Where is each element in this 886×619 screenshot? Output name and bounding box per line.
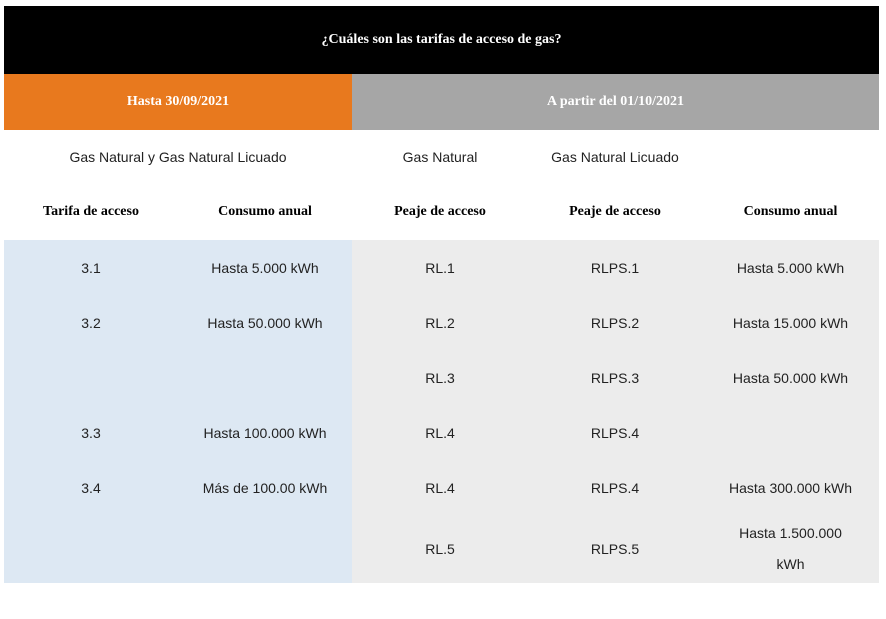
cell-peaje-gnl: RLPS.5: [528, 515, 702, 583]
cell-consumo-new: Hasta 1.500.000 kWh: [702, 515, 879, 583]
cell-consumo-new: Hasta 5.000 kWh: [702, 240, 879, 295]
period-new-header: A partir del 01/10/2021: [352, 74, 879, 130]
column-header-tarifa: Tarifa de acceso: [43, 204, 139, 219]
table-row: [4, 240, 879, 295]
cell-tarifa: 3.3: [4, 405, 178, 460]
tariff-table-container: [4, 6, 879, 583]
cell-consumo-new: Hasta 15.000 kWh: [702, 295, 879, 350]
cell-peaje-gn: RL.4: [352, 460, 528, 515]
table-row: [4, 515, 879, 583]
column-header-consumo-new: Consumo anual: [743, 204, 838, 219]
cell-consumo-old: [178, 350, 352, 405]
cell-consumo-old: Hasta 100.000 kWh: [178, 405, 352, 460]
subheader-gas-natural-licuado: Gas Natural Licuado: [551, 149, 679, 165]
cell-peaje-gn: RL.1: [352, 240, 528, 295]
cell-peaje-gnl: RLPS.1: [528, 240, 702, 295]
cell-peaje-gn: RL.5: [352, 515, 528, 583]
cell-peaje-gnl: RLPS.4: [528, 405, 702, 460]
subheader-gas-natural: Gas Natural: [402, 149, 478, 165]
column-header-peaje-gn: Peaje de acceso: [394, 204, 486, 219]
cell-tarifa: 3.1: [4, 240, 178, 295]
column-header-consumo-old: Consumo anual: [218, 204, 312, 219]
cell-peaje-gn: RL.3: [352, 350, 528, 405]
tariff-table: [4, 6, 879, 583]
cell-consumo-old: Hasta 5.000 kWh: [178, 240, 352, 295]
cell-consumo-old: [178, 515, 352, 583]
cell-peaje-gnl: RLPS.3: [528, 350, 702, 405]
cell-peaje-gn: RL.2: [352, 295, 528, 350]
table-row: [4, 460, 879, 515]
cell-tarifa: 3.2: [4, 295, 178, 350]
subheader-old-gas-types: Gas Natural y Gas Natural Licuado: [69, 149, 287, 165]
cell-consumo-new: Hasta 300.000 kWh: [702, 460, 879, 515]
column-header-peaje-gnl: Peaje de acceso: [569, 204, 661, 219]
cell-peaje-gnl: RLPS.2: [528, 295, 702, 350]
cell-peaje-gnl: RLPS.4: [528, 460, 702, 515]
cell-consumo-old: Hasta 50.000 kWh: [178, 295, 352, 350]
cell-peaje-gn: RL.4: [352, 405, 528, 460]
table-row: [4, 405, 879, 460]
table-row: [4, 295, 879, 350]
cell-consumo-new: [702, 405, 879, 460]
cell-consumo-new: Hasta 50.000 kWh: [702, 350, 879, 405]
subheader-empty: [702, 130, 879, 184]
table-row: [4, 350, 879, 405]
cell-tarifa: 3.4: [4, 460, 178, 515]
cell-tarifa: [4, 350, 178, 405]
period-old-header: Hasta 30/09/2021: [4, 74, 352, 130]
table-title: ¿Cuáles son las tarifas de acceso de gas?: [4, 6, 879, 74]
cell-consumo-old: Más de 100.00 kWh: [178, 460, 352, 515]
cell-tarifa: [4, 515, 178, 583]
